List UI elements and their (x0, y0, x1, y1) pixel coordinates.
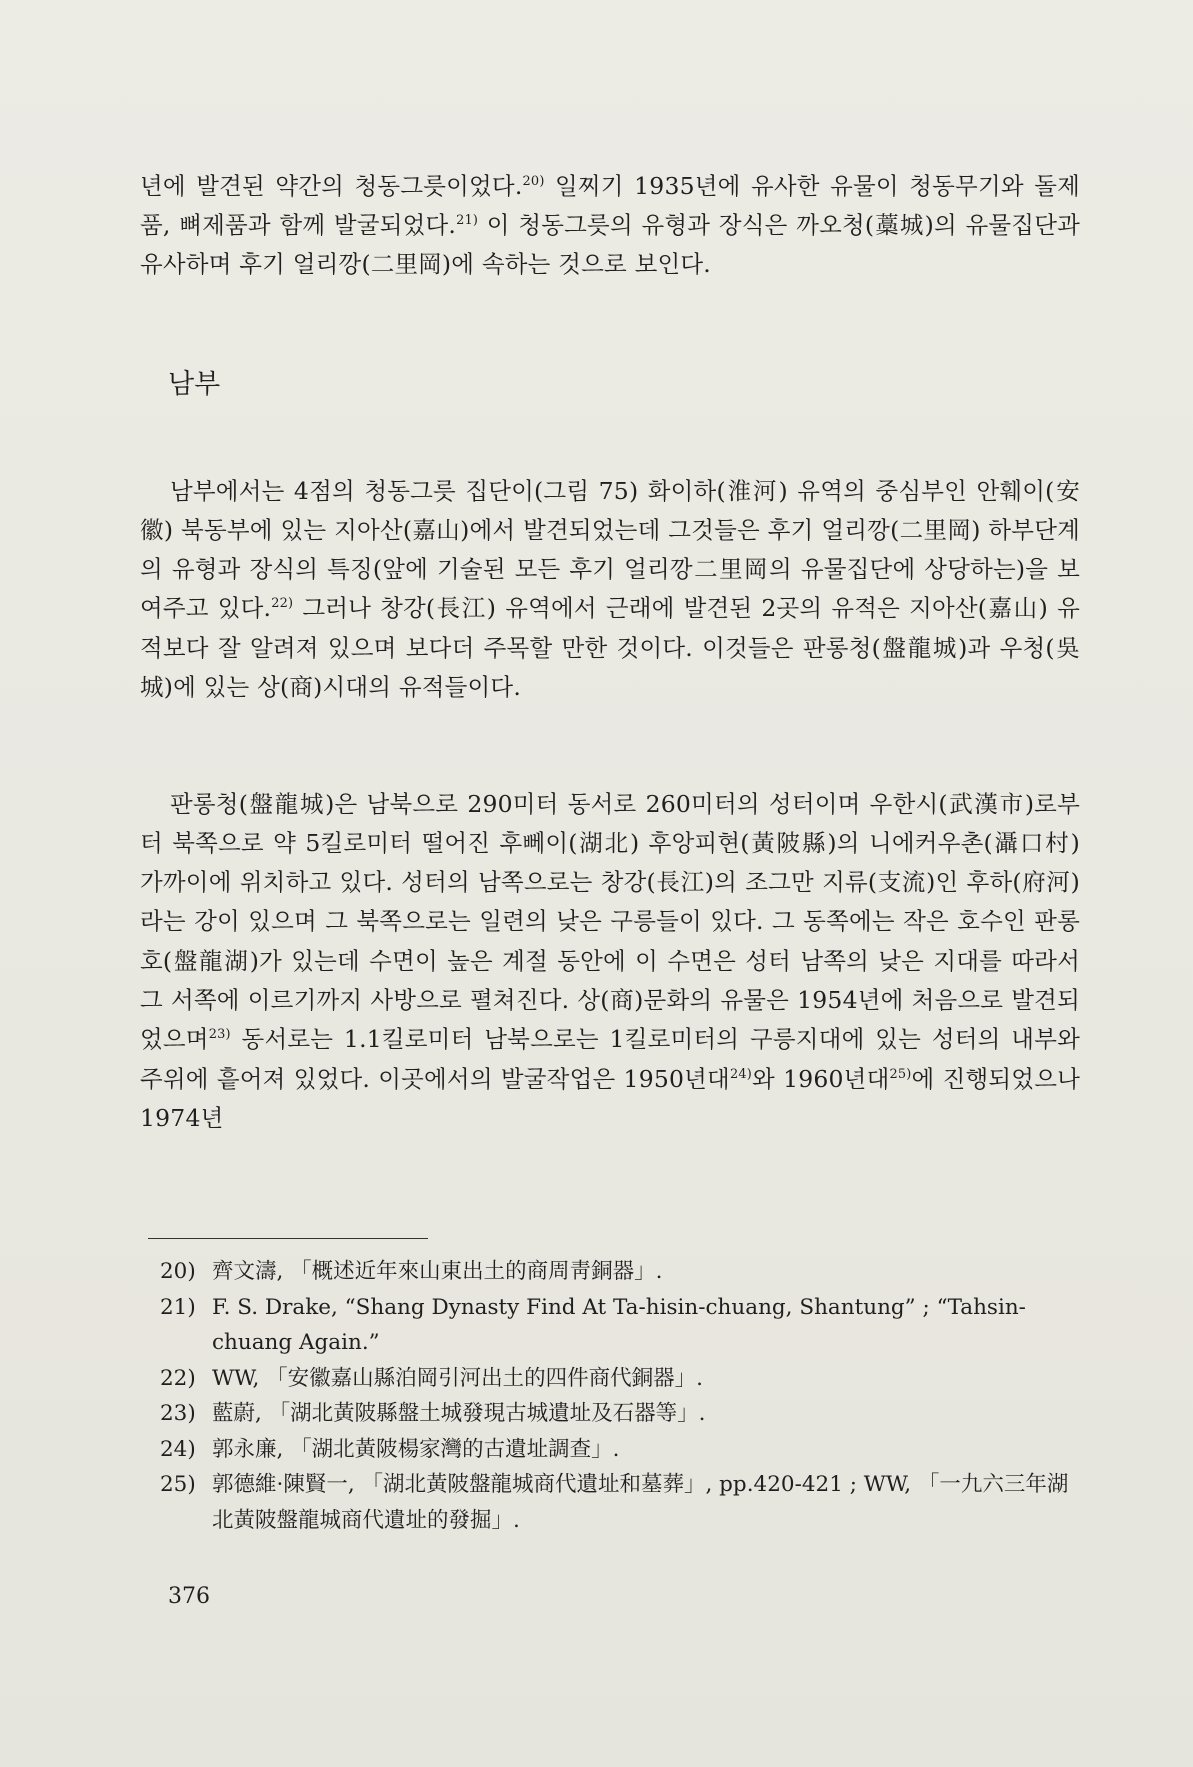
footnote-ref-21[interactable]: 21) (456, 212, 479, 228)
footnote-text: 郭德維·陳賢一, 「湖北黃陂盤龍城商代遺址和墓葬」, pp.420-421 ; WW, 「一九六三年湖北黃陂盤龍城商代遺址的發掘」. (212, 1472, 1069, 1533)
footnote-25 (160, 1467, 1080, 1538)
paragraph-intro (140, 167, 1080, 285)
footnote-text: 郭永廉, 「湖北黃陂楊家灣的古遺址調查」. (212, 1436, 620, 1462)
footnote-divider (148, 1238, 428, 1239)
text-segment: 에 진행되었으나 1974년 (140, 1064, 1081, 1132)
text-segment: 일찌기 1935년에 유사한 유물이 청동무기와 돌제품, 뼈제품과 함께 발굴되었다. (140, 171, 1080, 239)
footnote-ref-23[interactable]: 23) (208, 1027, 231, 1043)
footnote-21 (160, 1290, 1080, 1361)
text-segment: 남부에서는 4점의 청동그릇 집단이(그림 75) 화이하(淮河) 유역의 중심부인 안훼이(安徽) 북동부에 있는 지아산(嘉山)에서 발견되었는데 그것들은 후기 얼리깡(二里岡) 하부단계의 유형과 장식의 특징(앞에 기술된 모든 후기 얼리깡二里岡의 유물집단에 상당하는)을 보여주고 있다. (140, 476, 1080, 623)
footnote-number: 25) (160, 1472, 196, 1497)
footnote-text: F. S. Drake, “Shang Dynasty Find At Ta-hisin-chuang, Shantung” ; “Tahsin-chuang Again.” (212, 1294, 1026, 1355)
footnote-ref-25[interactable]: 25) (889, 1066, 912, 1082)
footnote-20 (160, 1254, 1080, 1290)
footnote-23 (160, 1396, 1080, 1432)
footnote-number: 20) (160, 1259, 196, 1284)
section-heading: 남부 (168, 369, 221, 400)
text-segment: 와 1960년대 (752, 1064, 890, 1093)
paragraph-south-1 (140, 472, 1080, 708)
text-segment: 그러나 창강(長江) 유역에서 근래에 발견된 2곳의 유적은 지아산(嘉山) 유적보다 잘 알려져 있으며 보다더 주목할 만한 것이다. 이것들은 판롱청(盤龍城)과 우청(吳城)에 있는 상(商)시대의 유적들이다. (140, 594, 1080, 701)
paragraph-south-2 (140, 785, 1080, 1139)
footnote-24 (160, 1432, 1080, 1468)
footnote-text: WW, 「安徽嘉山縣泊岡引河出土的四件商代銅器」. (212, 1365, 703, 1391)
text-segment: 판롱청(盤龍城)은 남북으로 290미터 동서로 260미터의 성터이며 우한시(武漢市)로부터 북쪽으로 약 5킬로미터 떨어진 후뻬이(湖北) 후앙피현(黃陂縣)의 니에커우촌(灄口村) 가까이에 위치하고 있다. 성터의 남쪽으로는 창강(長江)의 조그만 지류(支流)인 후하(府河)라는 강이 있으며 그 북쪽으로는 일련의 낮은 구릉들이 있다. 그 동쪽에는 작은 호수인 판롱호(盤龍湖)가 있는데 수면이 높은 계절 동안에 이 수면은 성터 남쪽의 낮은 지대를 따라서 그 서쪽에 이르기까지 사방으로 펼쳐진다. 상(商)문화의 유물은 1954년에 처음으로 발견되었으며 (140, 789, 1080, 1054)
text-segment: 이 청동그릇의 유형과 장식은 까오청(藁城)의 유물집단과 유사하며 후기 얼리깡(二里岡)에 속하는 것으로 보인다. (140, 210, 1080, 279)
footnote-number: 24) (160, 1436, 196, 1462)
footnotes (160, 1254, 1080, 1538)
footnote-number: 23) (160, 1401, 196, 1426)
footnote-number: 21) (160, 1294, 196, 1320)
text-segment: 동서로는 1.1킬로미터 남북으로는 1킬로미터의 구릉지대에 있는 성터의 내부와 주위에 흩어져 있었다. 이곳에서의 발굴작업은 1950년대 (140, 1025, 1080, 1093)
footnote-22 (160, 1361, 1080, 1397)
footnote-text: 齊文濤, 「概述近年來山東出土的商周靑銅器」. (212, 1259, 663, 1284)
footnote-number: 22) (160, 1365, 196, 1391)
page-number: 376 (168, 1584, 210, 1609)
footnote-ref-22[interactable]: 22) (271, 596, 294, 612)
footnote-text: 藍蔚, 「湖北黃陂縣盤土城發現古城遺址及石器等」. (212, 1401, 706, 1426)
footnote-ref-20[interactable]: 20) (522, 173, 545, 189)
text-segment: 년에 발견된 약간의 청동그릇이었다. (140, 171, 523, 200)
footnote-ref-24[interactable]: 24) (729, 1066, 753, 1082)
